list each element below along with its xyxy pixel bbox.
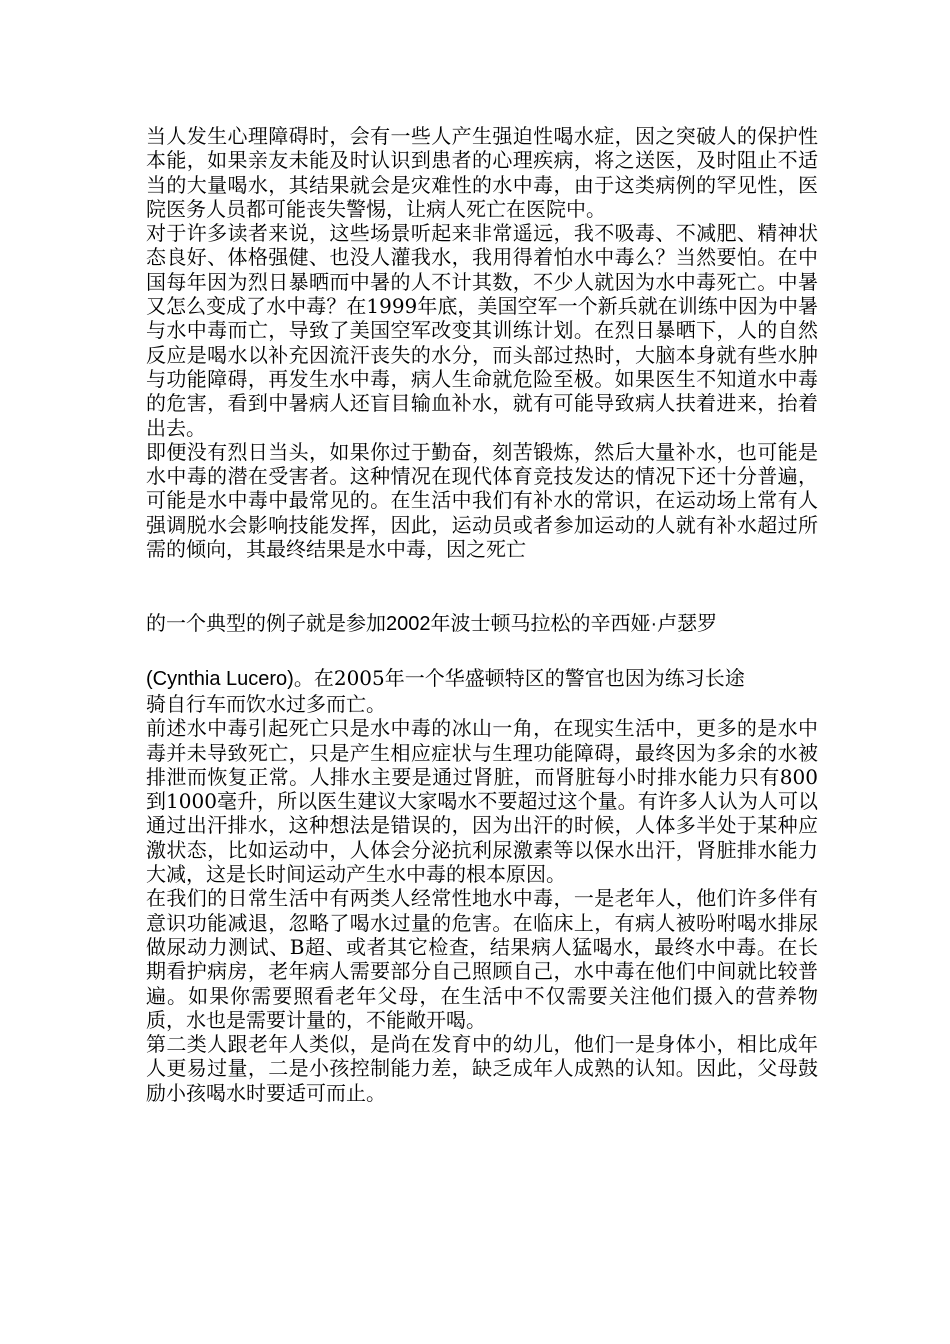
body-text-top xyxy=(146,124,818,561)
mixed-line-1 xyxy=(146,596,818,651)
paragraph-6: 第二类人跟老年人类似，是尚在发育中的幼儿，他们一是身体小，相比成年人更易过量，二是小孩控制能力差，缺乏成年人成熟的认知。因此，父母鼓励小孩喝水时要适可而止。 xyxy=(146,1032,818,1105)
mixed-line-2-post: 。在2005年一个华盛顿特区的警官也因为练习长途 xyxy=(293,666,745,690)
mixed-line-1-pre: 的一个典型的例子就是参加 xyxy=(146,613,386,635)
body-text-bottom xyxy=(146,692,818,1105)
mixed-line-1-year: 2002 xyxy=(386,613,431,635)
mixed-line-1-post: 年波士顿马拉松的辛西娅·卢瑟罗 xyxy=(430,613,718,635)
paragraph-1: 当人发生心理障碍时，会有一些人产生强迫性喝水症，因之突破人的保护性本能，如果亲友未能及时认识到患者的心理疾病，将之送医，及时阻止不适当的大量喝水，其结果就会是灾难性的水中毒，由于这类病例的罕见性，医院医务人员都可能丧失警惕，让病人死亡在医院中。 xyxy=(146,124,818,221)
paragraph-3: 即便没有烈日当头，如果你过于勤奋，刻苦锻炼，然后大量补水，也可能是水中毒的潜在受害者。这种情况在现代体育竞技发达的情况下还十分普遍，可能是水中毒中最常见的。在生活中我们有补水的常识，在运动场上常有人强调脱水会影响技能发挥，因此，运动员或者参加运动的人就有补水超过所需的倾向，其最终结果是水中毒，因之死亡 xyxy=(146,439,818,562)
mixed-line-2-name: (Cynthia Lucero) xyxy=(146,668,294,690)
mixed-line-3: 骑自行车而饮水过多而亡。 xyxy=(146,692,386,716)
body-text-middle xyxy=(146,596,818,706)
paragraph-5: 在我们的日常生活中有两类人经常性地水中毒，一是老年人，他们许多伴有意识功能减退，忽略了喝水过量的危害。在临床上，有病人被吩咐喝水排尿做尿动力测试、B超、或者其它检查，结果病人猛喝水，最终水中毒。在长期看护病房，老年病人需要部分自己照顾自己，水中毒在他们中间就比较普遍。如果你需要照看老年父母，在生活中不仅需要关注他们摄入的营养物质，水也是需要计量的，不能敞开喝。 xyxy=(146,886,818,1032)
paragraph-2: 对于许多读者来说，这些场景听起来非常遥远，我不吸毒、不减肥、精神状态良好、体格强健、也没人灌我水，我用得着怕水中毒么？当然要怕。在中国每年因为烈日暴晒而中暑的人不计其数，不少人就因为水中毒死亡。中暑又怎么变成了水中毒？在1999年底，美国空军一个新兵就在训练中因为中暑与水中毒而亡，导致了美国空军改变其训练计划。在烈日暴晒下，人的自然反应是喝水以补充因流汗丧失的水分，而头部过热时，大脑本身就有些水肿与功能障碍，再发生水中毒，病人生命就危险至极。如果医生不知道水中毒的危害，看到中暑病人还盲目输血补水，就有可能导致病人扶着进来，抬着出去。 xyxy=(146,221,818,440)
paragraph-4: 前述水中毒引起死亡只是水中毒的冰山一角，在现实生活中，更多的是水中毒并未导致死亡，只是产生相应症状与生理功能障碍，最终因为多余的水被排泄而恢复正常。人排水主要是通过肾脏，而肾脏每小时排水能力只有800到1000毫升，所以医生建议大家喝水不要超过这个量。有许多人认为人可以通过出汗排水，这种想法是错误的，因为出汗的时候，人体多半处于某种应激状态，比如运动中，人体会分泌抗利尿激素等以保水出汗，肾脏排水能力大减，这是长时间运动产生水中毒的根本原因。 xyxy=(146,716,818,887)
